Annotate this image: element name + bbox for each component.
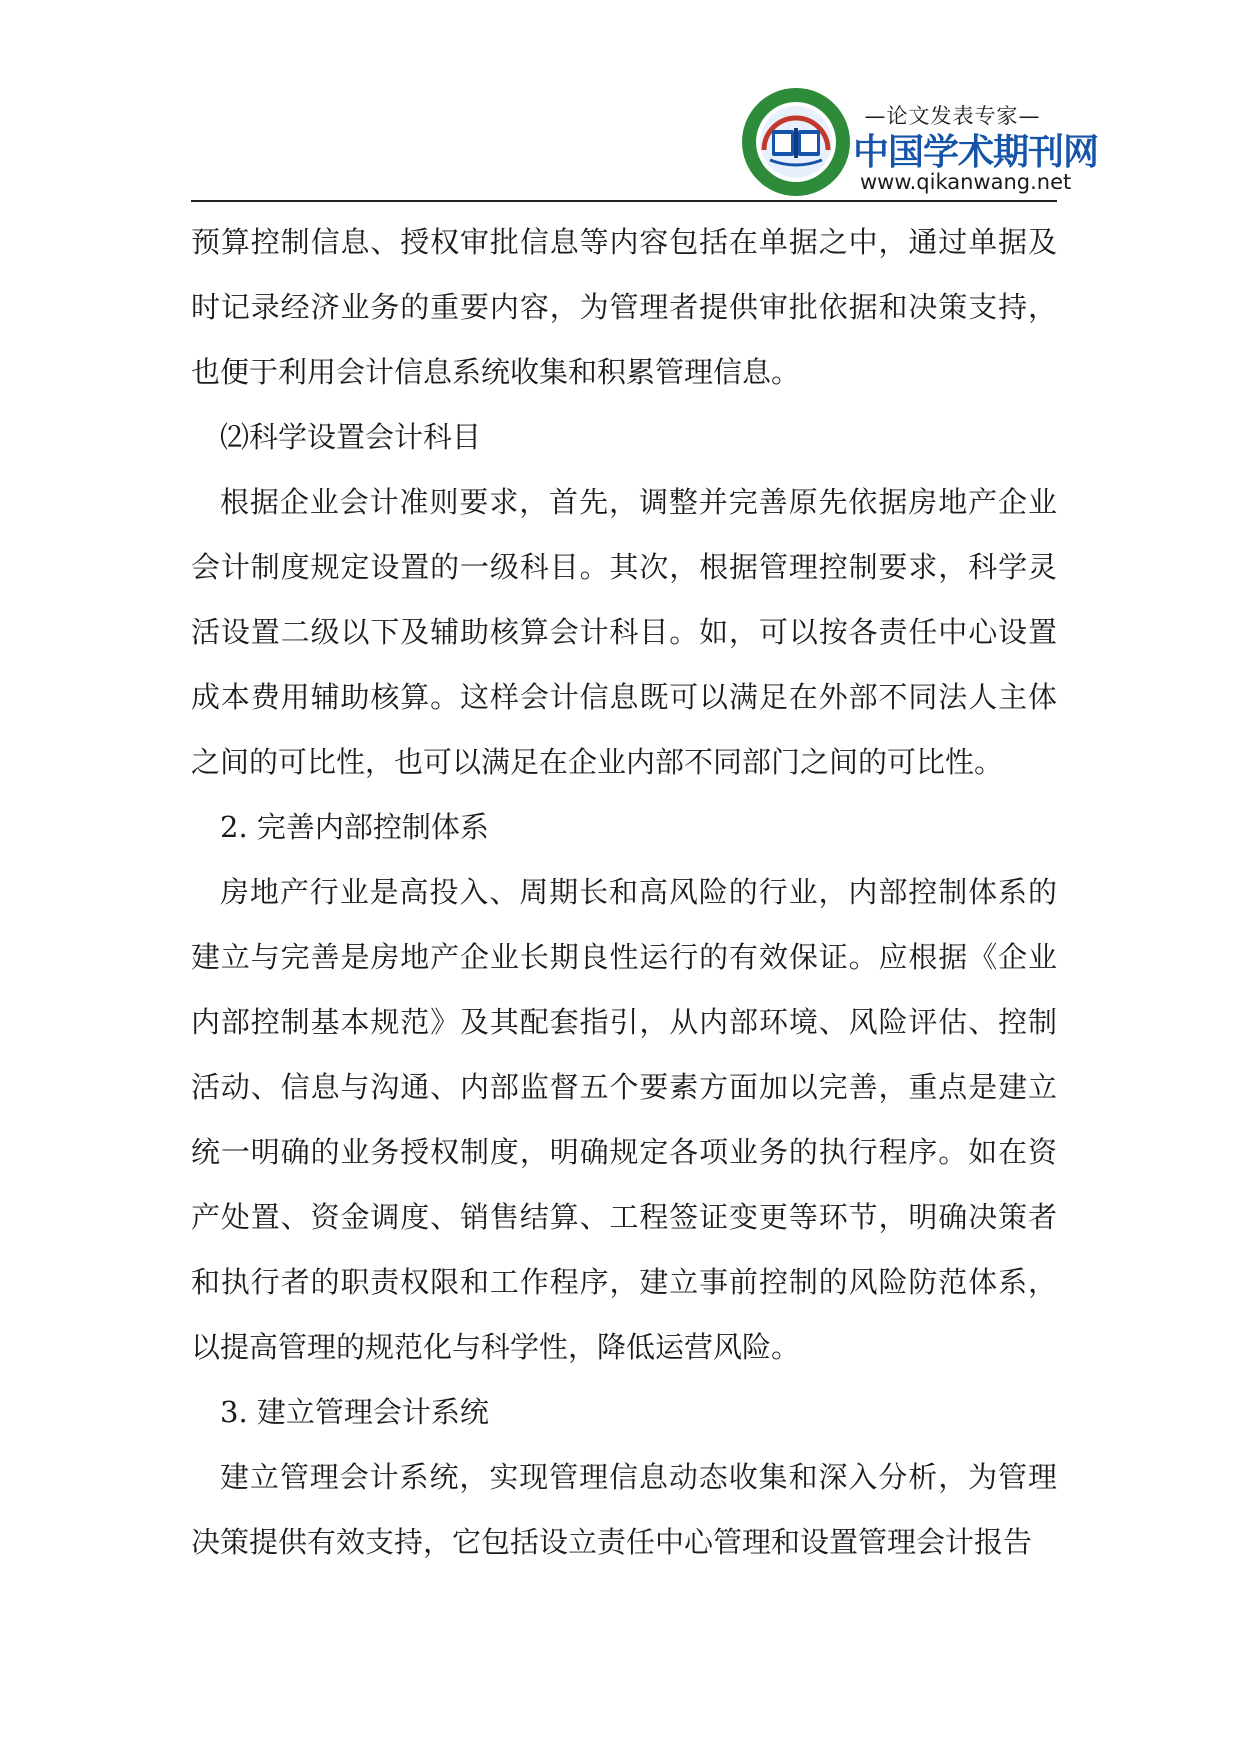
paragraph-4: 建立管理会计系统，实现管理信息动态收集和深入分析，为管理决策提供有效支持，它包括设立责任中心管理和设置管理会计报告	[191, 1460, 1057, 1559]
header-rule	[191, 200, 1057, 202]
brand-name: 中国学术期刊网	[853, 132, 1099, 173]
heading-accounting-subjects: ⑵科学设置会计科目	[220, 420, 482, 454]
heading-internal-control: 2. 完善内部控制体系	[220, 810, 489, 844]
logo	[740, 86, 1099, 198]
seal-logo-icon	[740, 86, 852, 198]
heading-management-accounting: 3. 建立管理会计系统	[220, 1395, 489, 1429]
document-body	[191, 210, 1057, 1575]
site-url: www.qikanwang.net	[860, 170, 1072, 194]
paragraph-1: 预算控制信息、授权审批信息等内容包括在单据之中，通过单据及时记录经济业务的重要内容，为管理者提供审批依据和决策支持，也便于利用会计信息系统收集和积累管理信息。	[191, 225, 1057, 389]
paragraph-3: 房地产行业是高投入、周期长和高风险的行业，内部控制体系的建立与完善是房地产企业长期良性运行的有效保证。应根据《企业内部控制基本规范》及其配套指引，从内部环境、风险评估、控制活动、信息与沟通、内部监督五个要素方面加以完善，重点是建立统一明确的业务授权制度，明确规定各项业务的执行程序。如在资产处置、资金调度、销售结算、工程签证变更等环节，明确决策者和执行者的职责权限和工作程序，建立事前控制的风险防范体系，以提高管理的规范化与科学性，降低运营风险。	[191, 875, 1057, 1364]
tagline: —论文发表专家—	[864, 104, 1041, 128]
paragraph-2: 根据企业会计准则要求，首先，调整并完善原先依据房地产企业会计制度规定设置的一级科目。其次，根据管理控制要求，科学灵活设置二级以下及辅助核算会计科目。如，可以按各责任中心设置成本费用辅助核算。这样会计信息既可以满足在外部不同法人主体之间的可比性，也可以满足在企业内部不同部门之间的可比性。	[191, 485, 1057, 779]
page-header	[0, 0, 1241, 205]
